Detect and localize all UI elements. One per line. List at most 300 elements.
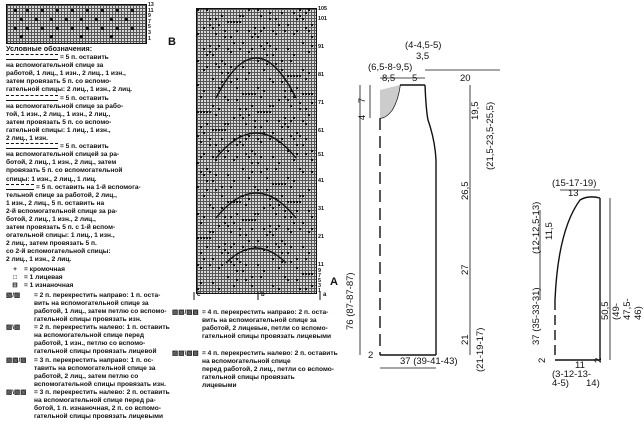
chart-cell: [281, 12, 283, 14]
chart-cell: [212, 129, 214, 131]
chart-cell: [272, 207, 274, 209]
chart-cell: [224, 222, 226, 224]
chart-cell: [302, 246, 304, 248]
dim-sleeve-top: (15-17-19): [552, 178, 597, 189]
chart-cell: [200, 141, 202, 143]
chart-cell: [308, 189, 310, 191]
row-label: 3: [318, 283, 321, 289]
chart-cell: [296, 279, 298, 281]
chart-cell: [233, 159, 235, 161]
chart-cell: [275, 18, 277, 20]
chart-cell: [209, 171, 211, 173]
dim-sleeve-cap-2: 11,5: [544, 222, 555, 240]
row-label: 51: [318, 152, 324, 158]
chart-cell: [245, 108, 247, 110]
dim-bottom: 37 (39-41-43): [400, 356, 458, 367]
repeat-label-c: c: [197, 292, 201, 298]
chart-cell: [260, 111, 262, 113]
chart-cell: [293, 159, 295, 161]
chart-cell: [305, 273, 307, 275]
cross-right-2-icon: ▧/▨: [6, 291, 21, 299]
chart-cell: [296, 267, 298, 269]
chart-cell: [212, 180, 214, 182]
chart-cell: [200, 156, 202, 158]
chart-cell: [260, 15, 262, 17]
chart-cell: [278, 246, 280, 248]
chart-cell: [263, 90, 265, 92]
chart-cell: [302, 273, 304, 275]
chart-cell: [311, 150, 313, 152]
chart-cell: [308, 30, 310, 32]
chart-cell: [236, 279, 238, 281]
chart-cell: [287, 252, 289, 254]
chart-cell: [251, 36, 253, 38]
chart-cell: [254, 93, 256, 95]
cross-left-4-icon: ▨▨\▧▧: [172, 350, 199, 357]
chart-cell: [293, 54, 295, 56]
chart-cell: [209, 204, 211, 206]
chart-cell: [260, 276, 262, 278]
chart-cell: [272, 54, 274, 56]
chart-cell: [287, 75, 289, 77]
chart-cell: [293, 222, 295, 224]
row-label: 1: [148, 35, 151, 42]
chart-cell: [293, 201, 295, 203]
chart-cell: [218, 129, 220, 131]
chart-cell: [281, 195, 283, 197]
chart-cell: [308, 231, 310, 233]
chart-cell: [200, 96, 202, 98]
chart-cell: [311, 228, 313, 230]
chart-cell: [230, 21, 232, 23]
chart-cell: [275, 213, 277, 215]
legend-item-2: = 5 п. оставить на вспомогательной спице за рабо- той, 1 изн., 2 лиц., 1 изн., 2 лиц., затем провязать 5 п. со вспомо- гательной спицы: 1 лиц., 1 изн., 2 лиц., 1 изн.: [6, 94, 124, 143]
chart-cell: [215, 144, 217, 146]
chart-cell: [209, 24, 211, 26]
chart-cell: [206, 168, 208, 170]
dim-sleeve-cuff-3: 4-5): [552, 378, 569, 389]
chart-cell: [212, 27, 214, 29]
dim-neck-2: 8,5: [382, 73, 396, 84]
chart-cell: [245, 123, 247, 125]
chart-cell: [197, 288, 199, 290]
chart-cell: [299, 15, 301, 17]
repeat-label-b: b: [261, 292, 265, 298]
chart-cell: [233, 42, 235, 44]
chart-cell: [299, 9, 301, 11]
chart-cell: [281, 138, 283, 140]
chart-cell: [215, 33, 217, 35]
chart-cell: [308, 72, 310, 74]
dim-shoulder: 20: [460, 73, 471, 84]
chart-cell: [251, 150, 253, 152]
chart-cell: [290, 75, 292, 77]
chart-cell: [302, 18, 304, 20]
legend-small-row: + = кромочная: [13, 265, 65, 273]
chart-cell: [236, 156, 238, 158]
chart-cell: [227, 21, 229, 23]
chart-cell: [311, 285, 313, 287]
chart-cell: [239, 21, 241, 23]
chart-cell: [287, 99, 289, 101]
chart-cell: [272, 132, 274, 134]
chart-b-marks: [196, 8, 316, 294]
chart-cell: [257, 87, 259, 89]
chart-cell: [206, 9, 208, 11]
chart-cell: [215, 114, 217, 116]
dim-sleeve-bottom-small-2: 2: [593, 357, 604, 363]
chart-cell: [245, 264, 247, 266]
legend-small-items: [6, 266, 170, 290]
chart-cell: [221, 186, 223, 188]
chart-cell: [209, 237, 211, 239]
row-label: 91: [318, 44, 324, 50]
chart-cell: [239, 228, 241, 230]
chart-cell: [263, 48, 265, 50]
legend-item-3: = 5 п. оставить на вспомогательной спицей за ра- ботой, 2 лиц., 1 изн., 2 лиц., затем провязать 5 п. со вспомогательной спицы: 1 изн., 2 лиц., 1 лиц.: [6, 143, 123, 183]
chart-cell: [218, 108, 220, 110]
legend: [6, 45, 170, 421]
chart-cell: [281, 261, 283, 263]
row-label: 11: [318, 262, 324, 268]
dim-sleeve-cuff-2: (3-12-13-: [552, 369, 592, 380]
chart-cell: [308, 9, 310, 11]
chart-cell: [218, 267, 220, 269]
chart-cell: [230, 186, 232, 188]
chart-cell: [236, 78, 238, 80]
chart-cell: [209, 45, 211, 47]
chart-cell: [248, 219, 250, 221]
chart-cell: [242, 144, 244, 146]
chart-cell: [200, 126, 202, 128]
chart-cell: [299, 288, 301, 290]
chart-cell: [206, 189, 208, 191]
legend-item-4: = 5 п. оставить на 1-й вспомога- тельной спице за работой, 2 лиц., 1 изн., 2 лиц., 5 п. оставить на 2-й вспомогательной спице за ра- ботой, 2 лиц., 1 изн., 2 лиц., затем провязать 5 п. с 1-й вспом- огательной спицы: 1 лиц., 1 изн., 2 лиц., затем провязать 5 п. со 2-й вспомогательной спицы: 2 лиц., 1 изн., 2 лиц.: [6, 183, 141, 264]
chart-cell: [275, 243, 277, 245]
chart-cell: [230, 51, 232, 53]
chart-cell: [278, 183, 280, 185]
chart-cell: [257, 138, 259, 140]
chart-cell: [272, 234, 274, 236]
chart-cell: [197, 33, 199, 35]
chart-cell: [290, 231, 292, 233]
chart-cell: [242, 219, 244, 221]
chart-cell: [224, 123, 226, 125]
chart-cell: [305, 12, 307, 14]
chart-cell: [284, 183, 286, 185]
chart-cell: [197, 264, 199, 266]
chart-cell: [257, 240, 259, 242]
legend-cross-1: ▧/▨ = 2 п. перекрестить направо: 1 п. оста- вить на вспомогательной спице за работой, 1 лиц., затем петлю со вспомо- гательной спицы провязать изн.: [6, 291, 167, 324]
chart-cell: [302, 93, 304, 95]
chart-cell: [311, 93, 313, 95]
dim-lower: 27: [460, 264, 471, 275]
chart-a-marks: [6, 4, 146, 44]
row-label: 5: [318, 278, 321, 284]
chart-cell: [275, 63, 277, 65]
chart-cell: [233, 180, 235, 182]
chart-cell: [266, 42, 268, 44]
chart-cell: [278, 225, 280, 227]
chart-cell: [260, 141, 262, 143]
chart-cell: [209, 18, 211, 20]
chart-cell: [299, 201, 301, 203]
cross-right-3-icon: ▧▧/▨: [6, 356, 27, 364]
chart-b-marker: B: [168, 36, 176, 48]
chart-cell: [296, 144, 298, 146]
chart-cell: [305, 93, 307, 95]
chart-cell: [263, 207, 265, 209]
chart-cell: [254, 153, 256, 155]
chart-cell: [248, 177, 250, 179]
chart-b-row-labels: [318, 6, 338, 296]
chart-cell: [284, 216, 286, 218]
row-label: 101: [318, 16, 327, 22]
chart-cell: [254, 219, 256, 221]
chart-cell: [248, 198, 250, 200]
dim-sleeve-cuff-4: 14): [586, 378, 600, 389]
chart-cell: [269, 105, 271, 107]
chart-cell: [218, 45, 220, 47]
chart-cell: [281, 252, 283, 254]
legend-cross-2: ▨\▧ = 2 п. перекрестить налево: 1 п. оставить на вспомогательной спице перед работой, 1 изн., петлю со вспомо- гательной спицы провязать лицевой: [6, 324, 170, 356]
chart-cell: [239, 15, 241, 17]
chart-cell: [254, 27, 256, 29]
chart-cell: [245, 204, 247, 206]
chart-cell: [212, 231, 214, 233]
chart-cell: [212, 105, 214, 107]
dim-mid: 26,5: [460, 181, 471, 200]
row-label: 11: [148, 7, 154, 14]
chart-cell: [206, 111, 208, 113]
cable-symbol-icon: [6, 95, 58, 101]
chart-cell: [272, 105, 274, 107]
chart-cell: [293, 75, 295, 77]
chart-cell: [290, 216, 292, 218]
dim-sleeve-cap: (12-12,5-13): [531, 201, 542, 254]
dim-sleeve-cuff: 11: [575, 360, 585, 371]
chart-cell: [278, 288, 280, 290]
chart-cell: [218, 288, 220, 290]
chart-cell: [230, 231, 232, 233]
chart-cell: [311, 273, 313, 275]
chart-cell: [281, 69, 283, 71]
chart-cell: [251, 93, 253, 95]
cross-right-4-icon: ▧▧/▨▨: [172, 309, 199, 316]
chart-cell: [230, 216, 232, 218]
chart-cell: [299, 228, 301, 230]
chart-cell: [212, 207, 214, 209]
chart-cell: [272, 81, 274, 83]
row-label: 7: [148, 18, 151, 25]
legend-cross-5: ▧▧/▨▨ = 4 п. перекрестить направо: 2 п. оста- вить на вспомогательной спице за работой, 2 лицевые, петли со вспомо- гательной спицы провязать лицевыми: [172, 309, 332, 341]
chart-cell: [200, 237, 202, 239]
row-label: 7: [318, 273, 321, 279]
chart-cell: [200, 222, 202, 224]
chart-cell: [266, 120, 268, 122]
chart-cell: [197, 135, 199, 137]
chart-cell: [302, 69, 304, 71]
chart-cell: [239, 234, 241, 236]
chart-cell: [203, 237, 205, 239]
chart-cell: [227, 252, 229, 254]
chart-cell: [257, 111, 259, 113]
chart-cell: [227, 72, 229, 74]
chart-cell: [296, 75, 298, 77]
chart-cell: [284, 90, 286, 92]
chart-cell: [293, 180, 295, 182]
chart-cell: [290, 60, 292, 62]
chart-cell: [221, 15, 223, 17]
chart-cell: [266, 177, 268, 179]
chart-cell: [287, 48, 289, 50]
chart-cell: [272, 30, 274, 32]
chart-cell: [200, 267, 202, 269]
chart-cell: [308, 114, 310, 116]
chart-cell: [218, 66, 220, 68]
chart-cell: [224, 36, 226, 38]
chart-cell: [293, 33, 295, 35]
chart-cell: [308, 252, 310, 254]
chart-cell: [248, 51, 250, 53]
row-label: 71: [318, 100, 324, 106]
chart-cell: [296, 30, 298, 32]
chart-cell: [212, 156, 214, 158]
chart-cell: [221, 60, 223, 62]
chart-cell: [203, 48, 205, 50]
chart-cell: [254, 120, 256, 122]
legend-small-row: □ = 1 лицевая: [13, 273, 63, 281]
chart-cell: [212, 78, 214, 80]
chart-cell: [242, 93, 244, 95]
row-label: 5: [148, 24, 151, 31]
chart-cell: [206, 54, 208, 56]
legend-title: Условные обозначения:: [6, 44, 93, 53]
chart-cell: [278, 24, 280, 26]
chart-cell: [257, 9, 259, 11]
chart-cell: [302, 171, 304, 173]
chart-cell: [305, 123, 307, 125]
chart-cell: [209, 138, 211, 140]
chart-cell: [305, 78, 307, 80]
chart-cell: [206, 66, 208, 68]
chart-cell: [215, 174, 217, 176]
chart-cell: [308, 273, 310, 275]
chart-cell: [215, 159, 217, 161]
chart-cell: [296, 132, 298, 134]
chart-cell: [290, 120, 292, 122]
chart-cell: [242, 246, 244, 248]
chart-cell: [296, 18, 298, 20]
chart-cell: [251, 219, 253, 221]
chart-cell: [239, 141, 241, 143]
cable-symbol-icon: [6, 54, 58, 60]
cable-symbol-icon: [6, 184, 34, 190]
chart-cell: [200, 171, 202, 173]
chart-cell: [272, 285, 274, 287]
chart-cell: [305, 27, 307, 29]
chart-cell: [230, 246, 232, 248]
chart-cell: [224, 249, 226, 251]
chart-cell: [275, 33, 277, 35]
dim-top-width: (4-4,5-5): [405, 40, 442, 51]
dim-left-top-2: 4: [357, 114, 369, 121]
chart-cell: [281, 240, 283, 242]
dim-rib-2: (21-19-17): [475, 327, 486, 372]
chart-cell: [224, 30, 226, 32]
chart-cell: [224, 156, 226, 158]
chart-cell: [296, 153, 298, 155]
chart-cell: [233, 222, 235, 224]
chart-cell: [290, 135, 292, 137]
chart-cell: [281, 60, 283, 62]
chart-cell: [197, 213, 199, 215]
chart-cell: [209, 51, 211, 53]
chart-cell: [296, 210, 298, 212]
chart-cell: [260, 30, 262, 32]
chart-cell: [299, 135, 301, 137]
chart-cell: [233, 117, 235, 119]
chart-cell: [308, 93, 310, 95]
chart-cell: [284, 276, 286, 278]
chart-cell: [245, 138, 247, 140]
chart-cell: [233, 264, 235, 266]
chart-cell: [284, 117, 286, 119]
chart-cell: [284, 210, 286, 212]
chart-cell: [248, 156, 250, 158]
chart-cell: [218, 24, 220, 26]
chart-cell: [224, 63, 226, 65]
chart-cell: [227, 201, 229, 203]
chart-cell: [242, 270, 244, 272]
row-label: 41: [318, 178, 324, 184]
chart-cell: [248, 93, 250, 95]
chart-cell: [266, 63, 268, 65]
chart-cell: [257, 213, 259, 215]
chart-cell: [236, 21, 238, 23]
chart-cell: [245, 93, 247, 95]
dim-rib: 21: [460, 334, 471, 345]
chart-b-bottom-arrows: [186, 292, 326, 304]
chart-cell: [269, 231, 271, 233]
chart-cell: [203, 153, 205, 155]
chart-cell: [200, 282, 202, 284]
chart-cell: [203, 111, 205, 113]
chart-cell: [221, 72, 223, 74]
chart-cell: [251, 285, 253, 287]
chart-cell: [305, 108, 307, 110]
chart-cell: [230, 36, 232, 38]
chart-cell: [293, 12, 295, 14]
chart-cell: [287, 279, 289, 281]
chart-cell: [251, 105, 253, 107]
chart-cell: [287, 177, 289, 179]
chart-cell: [311, 24, 313, 26]
chart-cell: [257, 264, 259, 266]
chart-cell: [308, 210, 310, 212]
chart-cell: [230, 66, 232, 68]
chart-cell: [287, 201, 289, 203]
body-pattern-outline: [340, 30, 510, 370]
chart-cell: [311, 216, 313, 218]
dim-left-top: 7: [357, 97, 369, 104]
chart-cell: [224, 129, 226, 131]
legend-cross-6: ▨▨\▧▧ = 4 п. перекрестить налево: 2 п. оставить на вспомогательной спице перед работой, 2 лиц., петли со вспомо- гательной спицы провязать лицевыми: [172, 350, 338, 390]
chart-cell: [206, 246, 208, 248]
chart-cell: [203, 69, 205, 71]
chart-cell: [236, 99, 238, 101]
chart-cell: [215, 129, 217, 131]
